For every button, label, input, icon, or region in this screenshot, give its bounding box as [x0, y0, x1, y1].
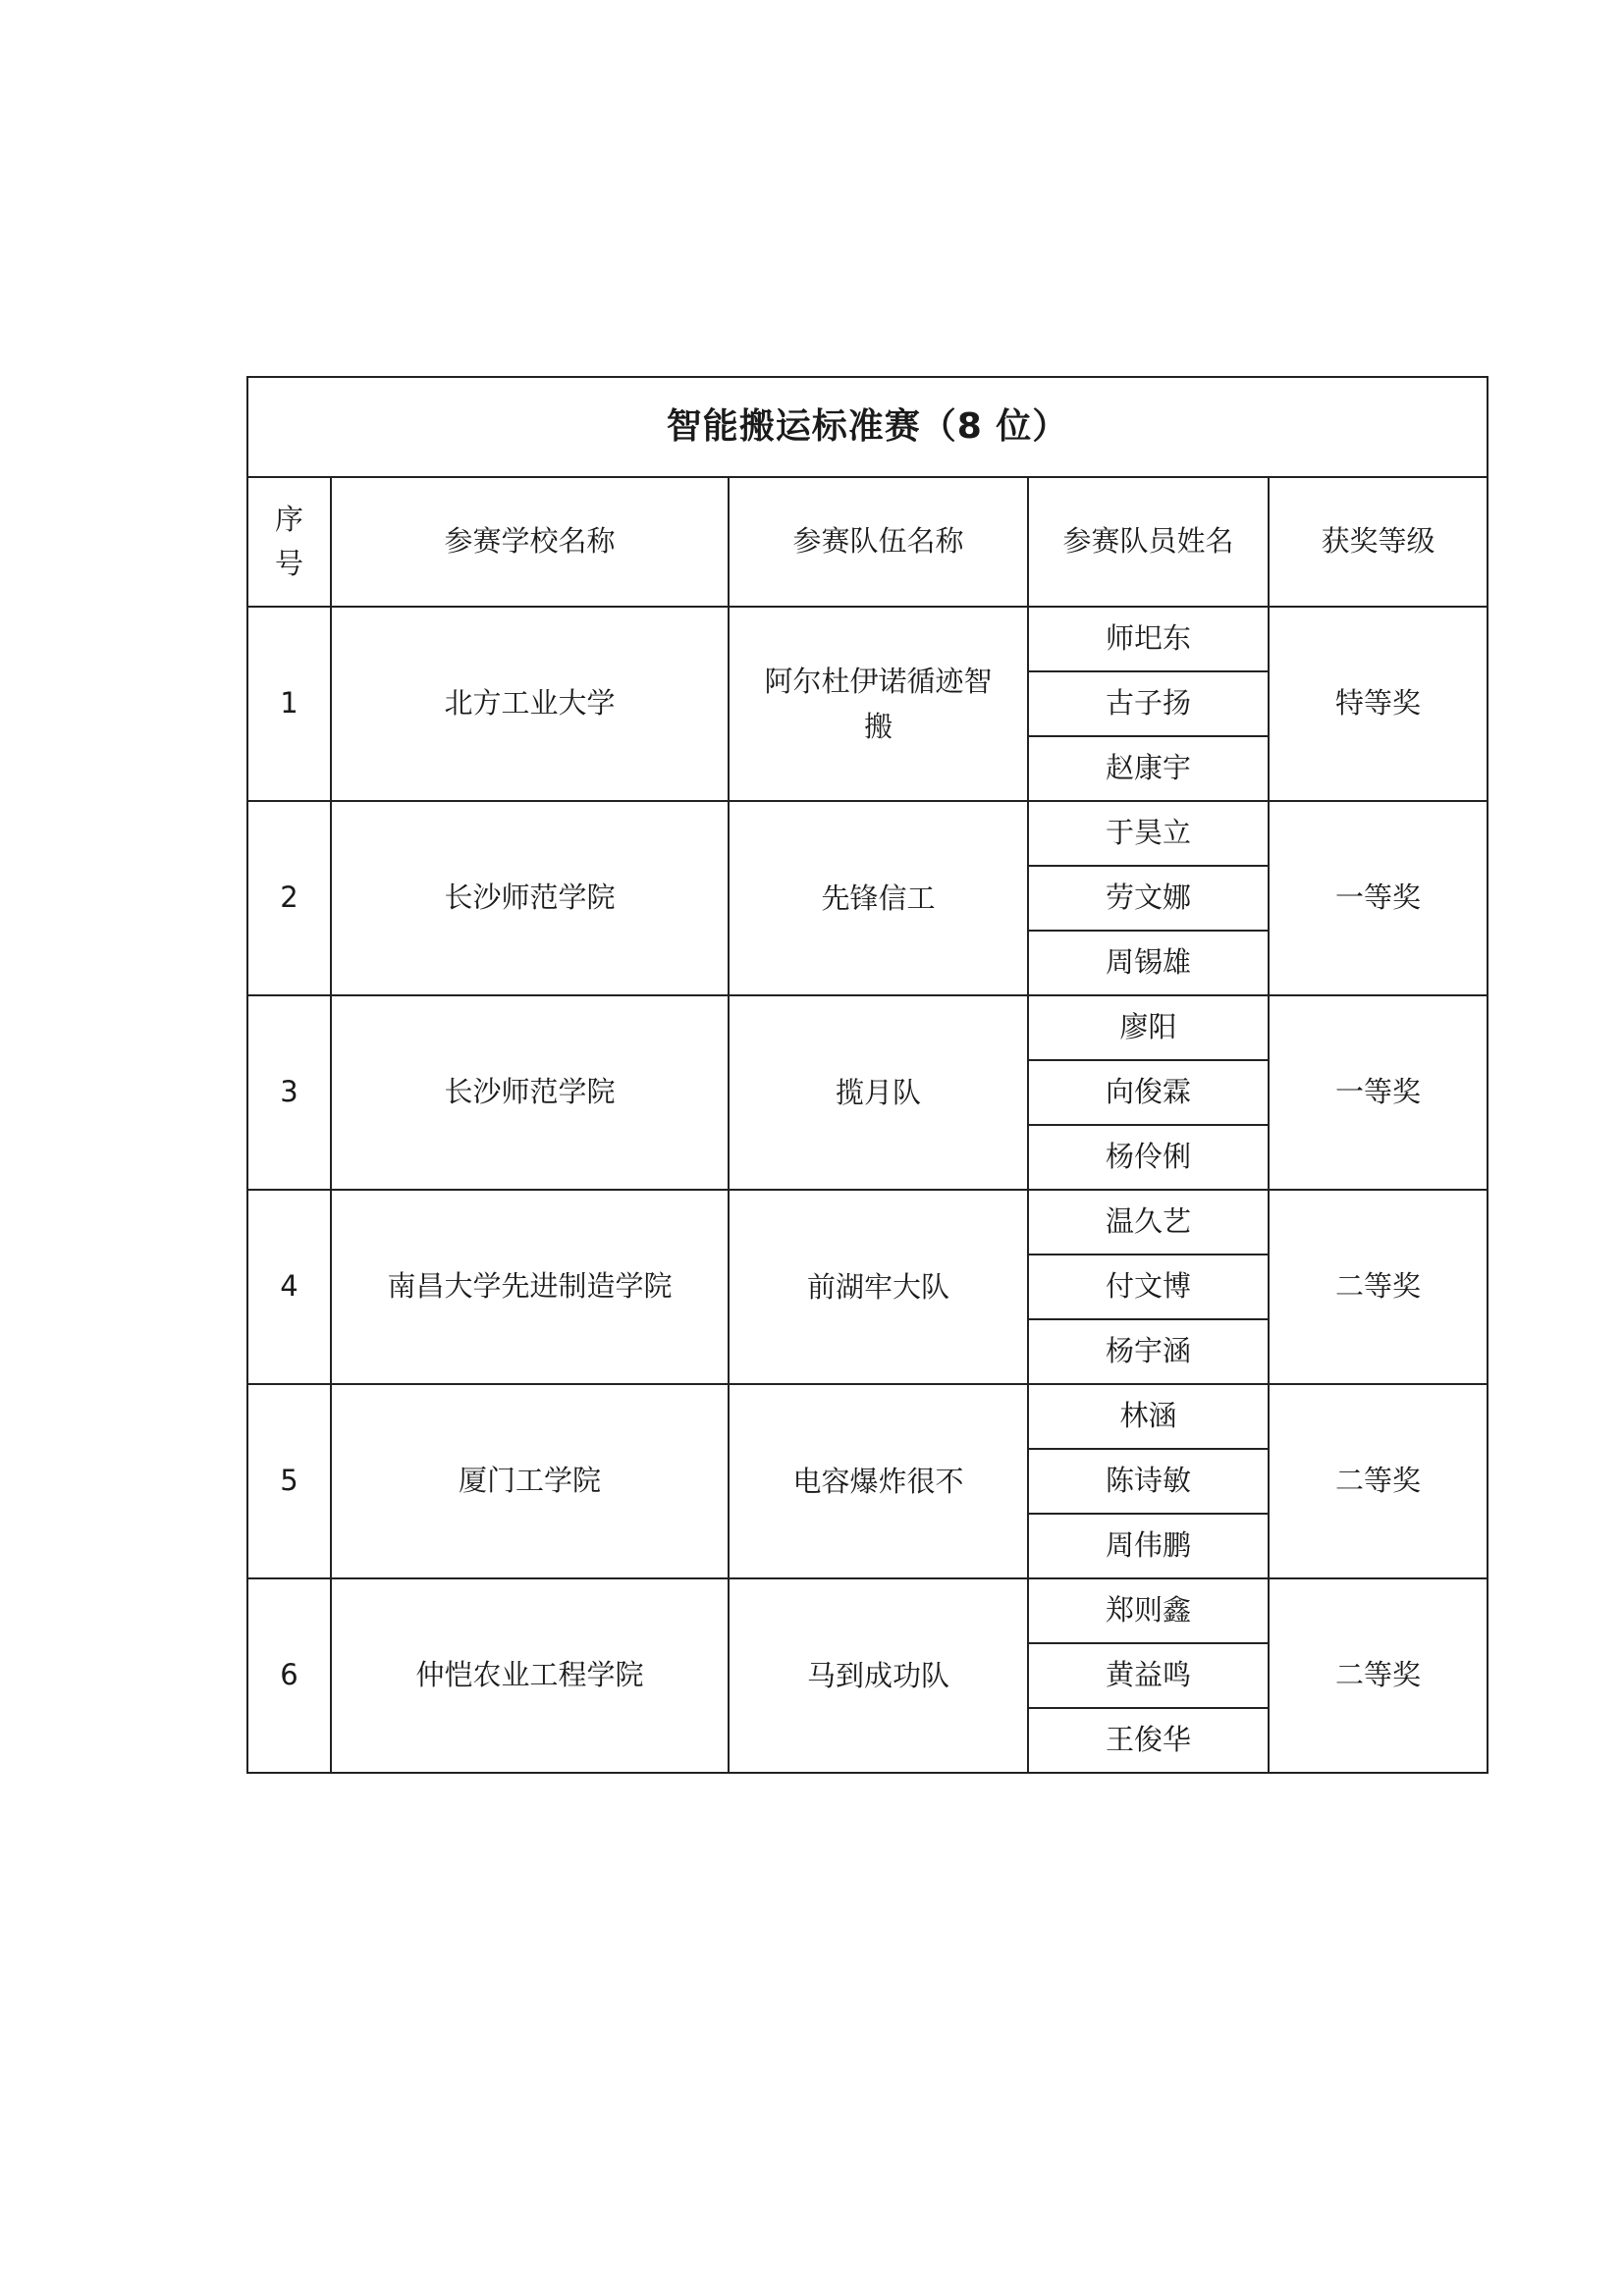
row-member: 向俊霖 [1028, 1060, 1269, 1125]
row-member: 杨宇涵 [1028, 1319, 1269, 1384]
row-award: 二等奖 [1269, 1384, 1488, 1578]
row-member: 师圯东 [1028, 607, 1269, 671]
header-seq-line2: 号 [274, 547, 303, 580]
row-team [729, 801, 1028, 995]
table-title: 智能搬运标准赛（8 位） [247, 377, 1488, 477]
row-member: 黄益鸣 [1028, 1643, 1269, 1708]
row-team [729, 1384, 1028, 1578]
row-member: 郑则鑫 [1028, 1578, 1269, 1643]
row-team [729, 995, 1028, 1190]
row-team [729, 607, 1028, 801]
title-row [247, 377, 1488, 477]
row-award: 二等奖 [1269, 1190, 1488, 1384]
row-member: 廖阳 [1028, 995, 1269, 1060]
row-member: 古子扬 [1028, 671, 1269, 736]
row-seq: 3 [247, 995, 331, 1190]
table-row [247, 1190, 1488, 1255]
header-row [247, 477, 1488, 607]
awards-table [246, 376, 1489, 1774]
table-row [247, 607, 1488, 671]
row-member: 劳文娜 [1028, 866, 1269, 931]
row-team-name: 先锋信工 [821, 881, 936, 915]
row-school: 北方工业大学 [331, 607, 729, 801]
table-row [247, 1384, 1488, 1449]
row-seq: 2 [247, 801, 331, 995]
row-school: 仲恺农业工程学院 [331, 1578, 729, 1773]
row-award: 一等奖 [1269, 801, 1488, 995]
row-team-name: 揽月队 [835, 1075, 921, 1109]
header-seq [247, 477, 331, 607]
table-row [247, 801, 1488, 866]
row-seq: 6 [247, 1578, 331, 1773]
table-row [247, 1578, 1488, 1643]
row-member: 赵康宇 [1028, 736, 1269, 801]
row-team-name: 阿尔杜伊诺循迹智搬 [764, 664, 993, 743]
row-member: 杨伶俐 [1028, 1125, 1269, 1190]
row-member: 周锡雄 [1028, 931, 1269, 995]
row-seq: 4 [247, 1190, 331, 1384]
row-school: 长沙师范学院 [331, 801, 729, 995]
row-award: 二等奖 [1269, 1578, 1488, 1773]
row-team-name: 电容爆炸很不 [792, 1464, 964, 1498]
header-award: 获奖等级 [1269, 477, 1488, 607]
row-award: 一等奖 [1269, 995, 1488, 1190]
row-school: 南昌大学先进制造学院 [331, 1190, 729, 1384]
row-school: 长沙师范学院 [331, 995, 729, 1190]
row-member: 温久艺 [1028, 1190, 1269, 1255]
row-award: 特等奖 [1269, 607, 1488, 801]
row-team [729, 1578, 1028, 1773]
row-team-name: 前湖牢大队 [806, 1269, 949, 1304]
header-members: 参赛队员姓名 [1028, 477, 1269, 607]
row-member: 付文博 [1028, 1255, 1269, 1319]
header-seq-line1: 序 [274, 503, 303, 537]
row-member: 王俊华 [1028, 1708, 1269, 1773]
row-member: 林涵 [1028, 1384, 1269, 1449]
row-team-name: 马到成功队 [806, 1658, 949, 1692]
header-team: 参赛队伍名称 [729, 477, 1028, 607]
row-member: 周伟鹏 [1028, 1514, 1269, 1578]
row-seq: 5 [247, 1384, 331, 1578]
row-school: 厦门工学院 [331, 1384, 729, 1578]
row-member: 陈诗敏 [1028, 1449, 1269, 1514]
row-seq: 1 [247, 607, 331, 801]
table-row [247, 995, 1488, 1060]
row-member: 于昊立 [1028, 801, 1269, 866]
row-team [729, 1190, 1028, 1384]
header-school: 参赛学校名称 [331, 477, 729, 607]
